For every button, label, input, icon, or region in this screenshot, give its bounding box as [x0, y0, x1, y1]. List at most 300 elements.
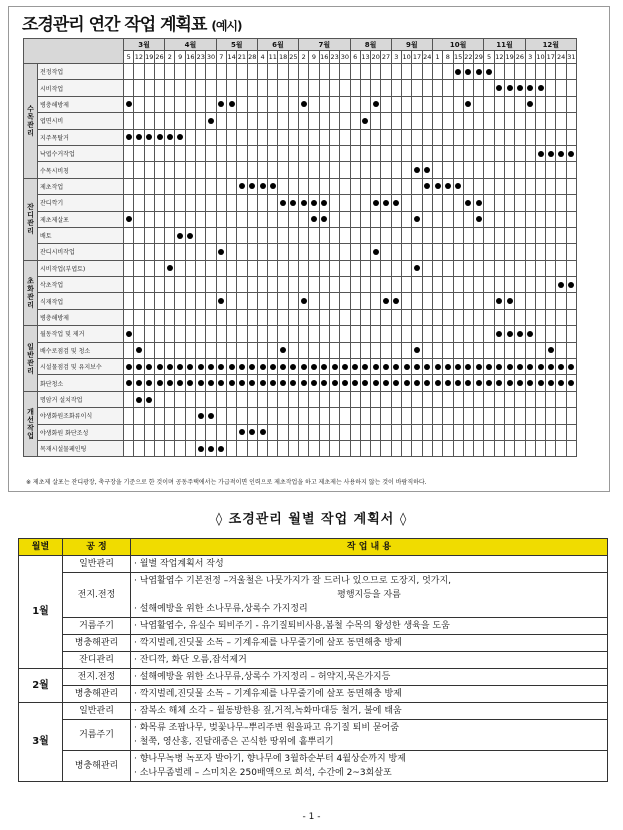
schedule-cell [175, 408, 185, 424]
scheduled-dot [486, 69, 492, 75]
schedule-cell [443, 113, 453, 129]
schedule-cell [443, 211, 453, 227]
schedule-cell [206, 227, 216, 243]
schedule-cell [175, 113, 185, 129]
schedule-cell [165, 129, 175, 145]
schedule-cell [360, 391, 370, 407]
work-line: · 깍지벌레,진딧물 소독 – 기계유제를 나무줄기에 살포 동면해충 방제 [134, 638, 402, 648]
schedule-cell [299, 326, 309, 342]
schedule-cell [515, 129, 525, 145]
schedule-cell [196, 326, 206, 342]
scheduled-dot [538, 380, 544, 386]
schedule-cell [494, 211, 504, 227]
schedule-cell [206, 244, 216, 260]
schedule-cell [144, 64, 154, 80]
schedule-cell [412, 227, 422, 243]
scheduled-dot [136, 347, 142, 353]
schedule-cell [134, 195, 144, 211]
schedule-cell [453, 96, 463, 112]
schedule-cell [371, 260, 381, 276]
scheduled-dot [126, 134, 132, 140]
schedule-cell [206, 326, 216, 342]
day-header: 30 [206, 51, 216, 64]
schedule-cell [546, 195, 556, 211]
schedule-cell [515, 375, 525, 391]
schedule-cell [381, 145, 391, 161]
schedule-cell [453, 391, 463, 407]
schedule-cell [144, 326, 154, 342]
schedule-cell [288, 96, 298, 112]
schedule-cell [226, 293, 236, 309]
schedule-cell [288, 244, 298, 260]
schedule-cell [206, 391, 216, 407]
scheduled-dot [301, 380, 307, 386]
schedule-cell [288, 408, 298, 424]
schedule-cell [443, 162, 453, 178]
schedule-cell [196, 260, 206, 276]
schedule-cell [525, 80, 535, 96]
day-header: 18 [278, 51, 288, 64]
schedule-cell [556, 260, 566, 276]
category-cell: 잔디관리 [24, 178, 38, 260]
schedule-cell [474, 293, 484, 309]
schedule-cell [185, 195, 195, 211]
schedule-cell [196, 309, 206, 325]
schedule-cell [350, 408, 360, 424]
scheduled-dot [383, 364, 389, 370]
scheduled-dot [311, 216, 317, 222]
schedule-cell [196, 227, 206, 243]
schedule-cell [504, 342, 514, 358]
schedule-cell [278, 277, 288, 293]
plan-row [19, 669, 608, 686]
schedule-cell [350, 227, 360, 243]
scheduled-dot [424, 380, 430, 386]
schedule-cell [278, 113, 288, 129]
schedule-cell [309, 80, 319, 96]
schedule-cell [474, 227, 484, 243]
schedule-cell [247, 195, 257, 211]
work-cell [131, 751, 608, 782]
schedule-cell [216, 64, 226, 80]
schedule-cell [504, 260, 514, 276]
schedule-cell [288, 64, 298, 80]
work-line: · 설해예방을 위한 소나무류,상록수 가지정리 [134, 604, 308, 614]
annual-schedule-table [23, 38, 577, 457]
schedule-cell [134, 326, 144, 342]
schedule-cell [381, 162, 391, 178]
schedule-cell [556, 359, 566, 375]
schedule-cell [309, 408, 319, 424]
schedule-cell [350, 424, 360, 440]
schedule-cell [237, 113, 247, 129]
scheduled-dot [290, 364, 296, 370]
schedule-cell [556, 408, 566, 424]
schedule-cell [226, 211, 236, 227]
task-cell: 낙엽수거작업 [38, 145, 124, 161]
work-cell [131, 652, 608, 669]
schedule-cell [443, 309, 453, 325]
day-header: 22 [463, 51, 473, 64]
schedule-cell [422, 277, 432, 293]
scheduled-dot [465, 69, 471, 75]
schedule-cell [278, 80, 288, 96]
schedule-cell [319, 211, 329, 227]
day-header: 16 [185, 51, 195, 64]
schedule-cell [175, 309, 185, 325]
schedule-cell [350, 178, 360, 194]
scheduled-dot [280, 347, 286, 353]
scheduled-dot [126, 364, 132, 370]
schedule-cell [299, 408, 309, 424]
schedule-cell [185, 211, 195, 227]
work-line: 평행지등을 자름 [337, 590, 401, 600]
schedule-cell [340, 277, 350, 293]
schedule-cell [515, 391, 525, 407]
process-cell: 거름주기 [63, 618, 131, 635]
schedule-cell [504, 64, 514, 80]
scheduled-dot [198, 413, 204, 419]
schedule-cell [535, 178, 545, 194]
schedule-cell [216, 309, 226, 325]
scheduled-dot [455, 69, 461, 75]
schedule-cell [226, 64, 236, 80]
scheduled-dot [558, 380, 564, 386]
schedule-cell [371, 424, 381, 440]
schedule-cell [134, 80, 144, 96]
schedule-cell [226, 145, 236, 161]
schedule-cell [226, 178, 236, 194]
schedule-cell [432, 129, 442, 145]
schedule-cell [134, 64, 144, 80]
schedule-cell [432, 244, 442, 260]
schedule-cell [360, 195, 370, 211]
schedule-cell [402, 64, 412, 80]
schedule-cell [494, 162, 504, 178]
schedule-cell [412, 293, 422, 309]
schedule-cell [237, 162, 247, 178]
schedule-cell [432, 326, 442, 342]
schedule-cell [402, 326, 412, 342]
schedule-cell [309, 309, 319, 325]
page-number: - 1 - [302, 812, 321, 822]
plan-row [19, 635, 608, 652]
schedule-cell [350, 260, 360, 276]
schedule-cell [381, 260, 391, 276]
scheduled-dot [568, 364, 574, 370]
schedule-cell [422, 96, 432, 112]
scheduled-dot [435, 380, 441, 386]
schedule-row [24, 96, 577, 112]
schedule-cell [226, 260, 236, 276]
schedule-cell [494, 342, 504, 358]
schedule-cell [422, 424, 432, 440]
schedule-cell [371, 293, 381, 309]
schedule-cell [566, 80, 576, 96]
schedule-cell [319, 145, 329, 161]
schedule-cell [443, 80, 453, 96]
schedule-cell [185, 162, 195, 178]
scheduled-dot [208, 364, 214, 370]
plan-row [19, 573, 608, 618]
task-cell: 전정작업 [38, 64, 124, 80]
schedule-cell [288, 440, 298, 456]
schedule-cell [124, 391, 134, 407]
schedule-cell [278, 408, 288, 424]
scheduled-dot [517, 331, 523, 337]
schedule-cell [165, 309, 175, 325]
schedule-cell [360, 326, 370, 342]
schedule-cell [206, 145, 216, 161]
scheduled-dot [146, 397, 152, 403]
scheduled-dot [157, 380, 163, 386]
schedule-cell [319, 129, 329, 145]
schedule-cell [474, 178, 484, 194]
schedule-cell [247, 162, 257, 178]
schedule-cell [556, 293, 566, 309]
schedule-cell [257, 391, 267, 407]
schedule-cell [175, 440, 185, 456]
schedule-cell [226, 113, 236, 129]
schedule-cell [154, 408, 164, 424]
schedule-cell [463, 227, 473, 243]
schedule-cell [247, 326, 257, 342]
schedule-cell [257, 260, 267, 276]
scheduled-dot [301, 364, 307, 370]
schedule-cell [299, 113, 309, 129]
schedule-cell [144, 391, 154, 407]
schedule-cell [525, 178, 535, 194]
schedule-cell [525, 342, 535, 358]
schedule-cell [165, 145, 175, 161]
schedule-cell [175, 293, 185, 309]
schedule-cell [360, 342, 370, 358]
work-line: · 향나무녹병 녹포자 발아기, 향나무에 3월하순부터 4월상순까지 방제 [134, 754, 406, 764]
schedule-cell [144, 162, 154, 178]
schedule-cell [124, 408, 134, 424]
schedule-cell [504, 277, 514, 293]
schedule-cell [340, 96, 350, 112]
schedule-cell [340, 326, 350, 342]
schedule-cell [494, 309, 504, 325]
schedule-cell [124, 342, 134, 358]
schedule-cell [309, 227, 319, 243]
schedule-cell [319, 309, 329, 325]
day-header: 12 [134, 51, 144, 64]
schedule-cell [504, 162, 514, 178]
schedule-cell [185, 408, 195, 424]
month-cell: 2월 [19, 669, 63, 703]
schedule-cell [546, 277, 556, 293]
schedule-cell [329, 195, 339, 211]
schedule-cell [474, 342, 484, 358]
schedule-cell [525, 440, 535, 456]
day-header: 23 [329, 51, 339, 64]
schedule-cell [185, 145, 195, 161]
schedule-cell [165, 244, 175, 260]
schedule-cell [381, 80, 391, 96]
schedule-cell [422, 178, 432, 194]
schedule-cell [278, 129, 288, 145]
schedule-cell [134, 375, 144, 391]
schedule-cell [360, 145, 370, 161]
schedule-cell [340, 375, 350, 391]
schedule-cell [134, 293, 144, 309]
scheduled-dot [167, 134, 173, 140]
day-header: 2 [165, 51, 175, 64]
schedule-cell [247, 227, 257, 243]
schedule-cell [124, 440, 134, 456]
schedule-cell [268, 178, 278, 194]
schedule-cell [268, 80, 278, 96]
schedule-cell [360, 178, 370, 194]
schedule-cell [216, 96, 226, 112]
schedule-cell [247, 293, 257, 309]
work-line: · 설해예방을 위한 소나무류,상록수 가지정리 – 허약지,묵은가지등 [134, 672, 391, 682]
schedule-cell [422, 342, 432, 358]
schedule-cell [463, 326, 473, 342]
scheduled-dot [558, 151, 564, 157]
plan-header-row [19, 539, 608, 556]
schedule-cell [268, 129, 278, 145]
schedule-cell [134, 440, 144, 456]
schedule-cell [154, 260, 164, 276]
scheduled-dot [311, 200, 317, 206]
scheduled-dot [126, 101, 132, 107]
schedule-cell [165, 359, 175, 375]
schedule-cell [432, 277, 442, 293]
schedule-cell [154, 227, 164, 243]
schedule-cell [257, 342, 267, 358]
schedule-row [24, 277, 577, 293]
schedule-cell [432, 227, 442, 243]
schedule-cell [546, 113, 556, 129]
scheduled-dot [548, 347, 554, 353]
schedule-cell [504, 113, 514, 129]
schedule-cell [247, 359, 257, 375]
schedule-cell [453, 162, 463, 178]
schedule-cell [515, 178, 525, 194]
schedule-cell [381, 342, 391, 358]
schedule-cell [546, 162, 556, 178]
schedule-cell [453, 64, 463, 80]
scheduled-dot [393, 364, 399, 370]
schedule-cell [278, 96, 288, 112]
schedule-cell [144, 277, 154, 293]
schedule-cell [391, 96, 401, 112]
schedule-cell [515, 64, 525, 80]
schedule-cell [412, 326, 422, 342]
schedule-cell [185, 129, 195, 145]
schedule-cell [288, 113, 298, 129]
schedule-cell [257, 309, 267, 325]
schedule-cell [144, 342, 154, 358]
schedule-cell [288, 424, 298, 440]
schedule-cell [329, 113, 339, 129]
schedule-cell [566, 129, 576, 145]
schedule-cell [237, 260, 247, 276]
schedule-cell [299, 145, 309, 161]
scheduled-dot [507, 85, 513, 91]
schedule-cell [185, 96, 195, 112]
schedule-cell [443, 260, 453, 276]
schedule-cell [494, 408, 504, 424]
schedule-cell [124, 211, 134, 227]
schedule-cell [206, 178, 216, 194]
schedule-cell [381, 408, 391, 424]
schedule-cell [381, 440, 391, 456]
schedule-cell [412, 80, 422, 96]
schedule-cell [391, 80, 401, 96]
schedule-cell [299, 96, 309, 112]
day-header: 13 [360, 51, 370, 64]
scheduled-dot [136, 364, 142, 370]
schedule-cell [535, 440, 545, 456]
schedule-cell [422, 145, 432, 161]
schedule-cell [402, 96, 412, 112]
schedule-cell [216, 113, 226, 129]
work-cell [131, 703, 608, 720]
schedule-cell [525, 326, 535, 342]
plan-row [19, 703, 608, 720]
schedule-cell [319, 64, 329, 80]
schedule-cell [247, 277, 257, 293]
schedule-cell [566, 260, 576, 276]
day-header: 31 [566, 51, 576, 64]
schedule-cell [185, 391, 195, 407]
schedule-cell [546, 178, 556, 194]
day-header: 24 [422, 51, 432, 64]
schedule-cell [268, 211, 278, 227]
schedule-cell [165, 227, 175, 243]
schedule-cell [257, 375, 267, 391]
schedule-cell [185, 309, 195, 325]
schedule-cell [474, 440, 484, 456]
schedule-cell [237, 375, 247, 391]
schedule-cell [484, 260, 494, 276]
schedule-cell [515, 260, 525, 276]
schedule-cell [154, 145, 164, 161]
schedule-cell [206, 342, 216, 358]
schedule-cell [329, 326, 339, 342]
schedule-cell [134, 277, 144, 293]
schedule-cell [165, 260, 175, 276]
schedule-cell [268, 293, 278, 309]
schedule-cell [474, 326, 484, 342]
scheduled-dot [198, 364, 204, 370]
schedule-cell [165, 293, 175, 309]
schedule-cell [474, 359, 484, 375]
scheduled-dot [558, 364, 564, 370]
scheduled-dot [332, 364, 338, 370]
schedule-cell [504, 326, 514, 342]
scheduled-dot [249, 429, 255, 435]
schedule-cell [257, 64, 267, 80]
schedule-cell [237, 211, 247, 227]
scheduled-dot [362, 380, 368, 386]
schedule-cell [226, 326, 236, 342]
schedule-cell [268, 227, 278, 243]
schedule-cell [134, 244, 144, 260]
schedule-cell [360, 244, 370, 260]
schedule-cell [247, 260, 257, 276]
scheduled-dot [218, 446, 224, 452]
scheduled-dot [383, 200, 389, 206]
schedule-cell [494, 64, 504, 80]
schedule-cell [329, 342, 339, 358]
month-header: 5월 [216, 39, 257, 51]
schedule-cell [391, 227, 401, 243]
